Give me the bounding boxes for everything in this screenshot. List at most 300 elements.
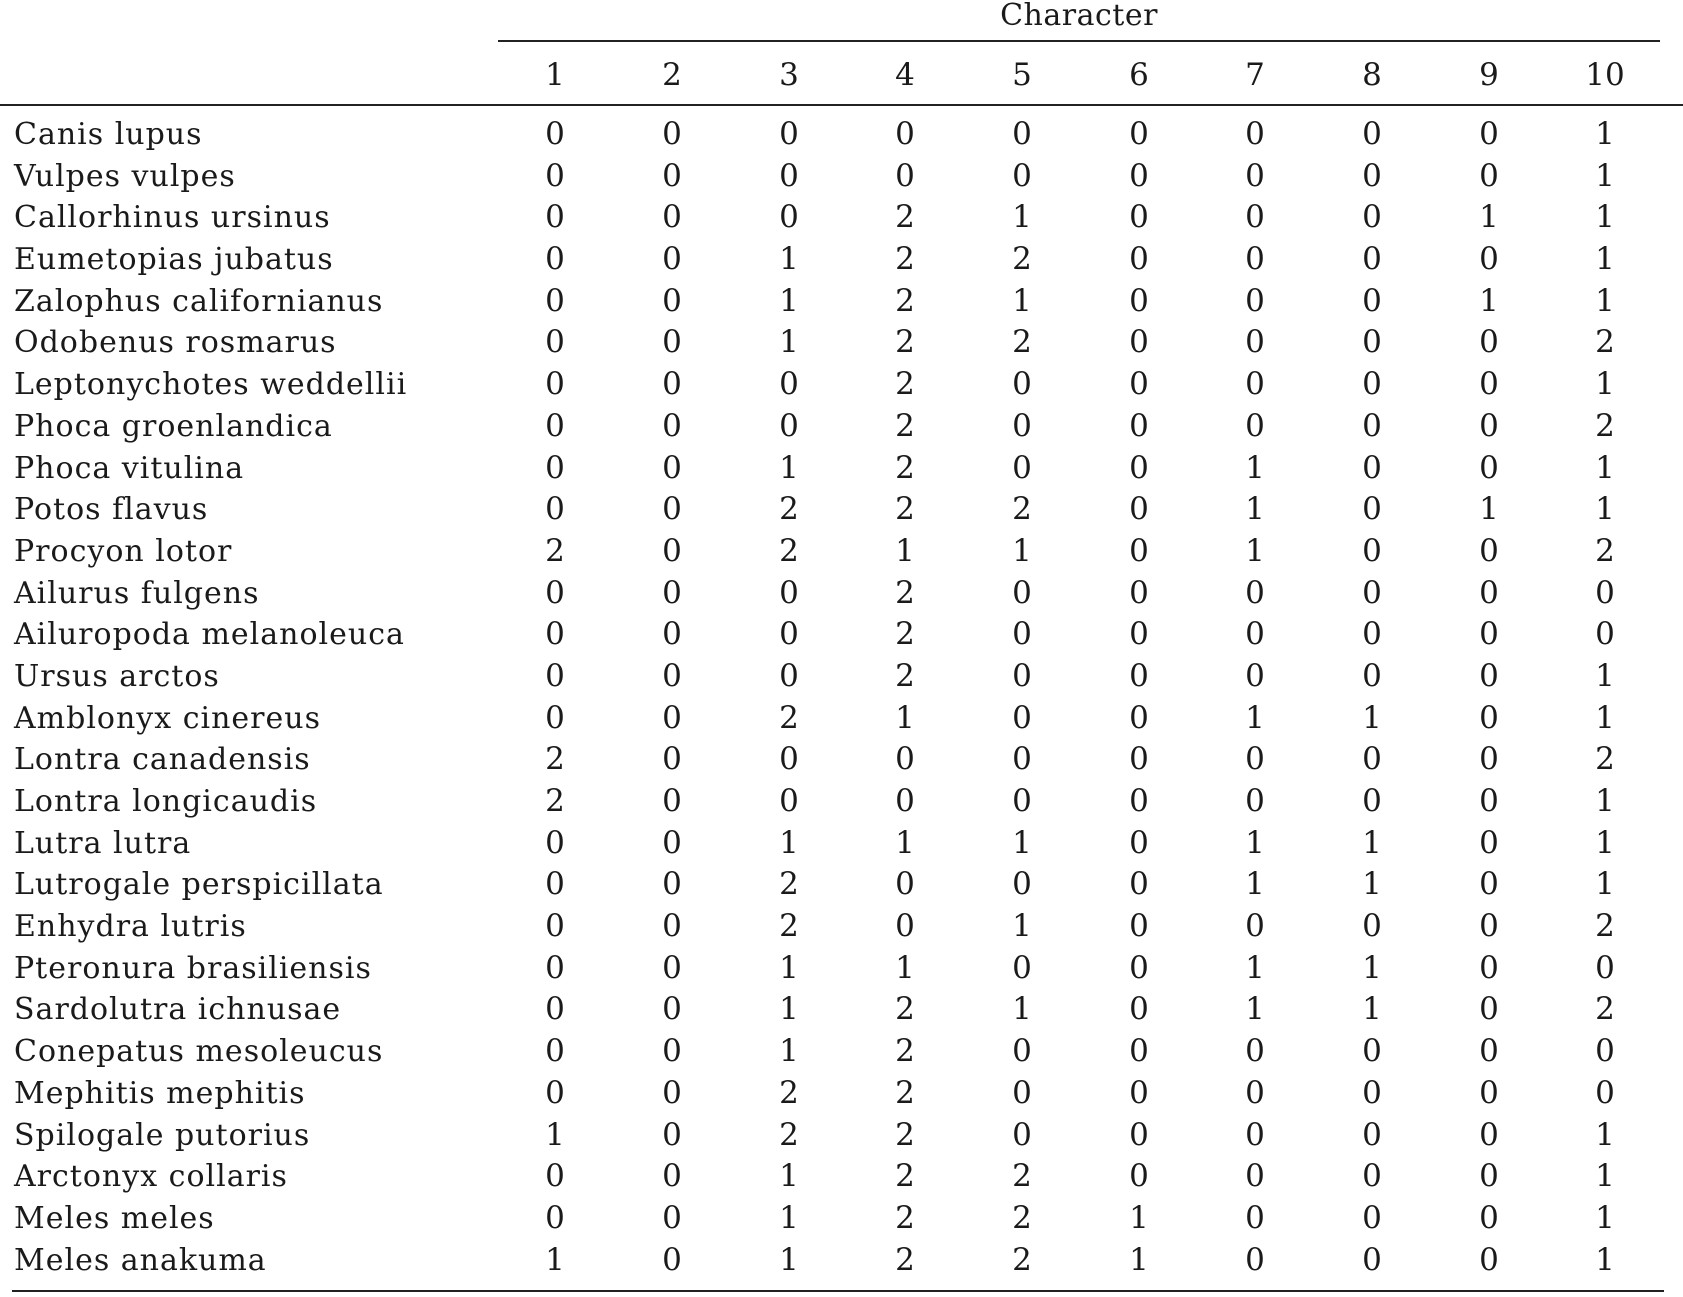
character-state-cell: 0 (662, 199, 682, 236)
species-name: Zalophus californianus (14, 283, 384, 319)
character-state-cell: 2 (895, 241, 915, 278)
character-state-cell: 1 (1012, 908, 1032, 945)
table-row (0, 1240, 1683, 1282)
character-state-cell: 0 (1129, 616, 1149, 653)
character-state-cell: 1 (779, 1199, 799, 1236)
character-state-cell: 0 (1479, 783, 1499, 819)
table-row (0, 1115, 1683, 1157)
table-row (0, 489, 1683, 531)
character-state-cell: 0 (1129, 366, 1149, 403)
character-state-cell: 0 (1129, 949, 1149, 986)
character-state-cell: 0 (1595, 1033, 1615, 1070)
column-header-2: 2 (662, 57, 682, 93)
character-state-cell: 0 (895, 908, 915, 945)
character-state-cell: 1 (779, 282, 799, 319)
character-state-cell: 0 (1479, 1199, 1499, 1236)
column-header-1: 1 (545, 57, 565, 93)
character-state-cell: 0 (1479, 908, 1499, 945)
character-state-cell: 0 (545, 116, 565, 152)
character-state-cell: 0 (1129, 1074, 1149, 1111)
character-state-cell: 2 (895, 324, 915, 361)
table-row (0, 698, 1683, 740)
character-state-cell: 0 (1362, 199, 1382, 236)
character-state-cell: 0 (1245, 199, 1265, 236)
character-state-cell: 0 (1479, 616, 1499, 653)
character-state-cell: 0 (779, 366, 799, 403)
character-state-cell: 0 (779, 741, 799, 778)
species-name: Vulpes vulpes (14, 158, 236, 194)
table-bottom-rule (12, 1290, 1664, 1292)
character-state-cell: 0 (1012, 699, 1032, 736)
character-state-cell: 1 (779, 449, 799, 486)
character-state-cell: 0 (545, 199, 565, 236)
character-state-cell: 0 (1479, 741, 1499, 778)
character-state-cell: 0 (545, 491, 565, 528)
table-row (0, 156, 1683, 198)
character-state-cell: 2 (1595, 908, 1615, 945)
table-row (0, 281, 1683, 323)
species-name: Ailuropoda melanoleuca (14, 617, 405, 653)
character-state-cell: 0 (895, 157, 915, 194)
species-name: Lutrogale perspicillata (14, 867, 384, 903)
character-state-cell: 2 (545, 783, 565, 819)
character-state-cell: 1 (1595, 1199, 1615, 1236)
character-state-cell: 2 (895, 1074, 915, 1111)
character-state-cell: 2 (895, 407, 915, 444)
table-row (0, 1198, 1683, 1240)
character-state-cell: 0 (662, 991, 682, 1028)
character-state-cell: 1 (1595, 1116, 1615, 1153)
character-state-cell: 2 (895, 574, 915, 611)
character-state-cell: 0 (1362, 741, 1382, 778)
character-state-cell: 0 (662, 241, 682, 278)
character-state-cell: 0 (1362, 1199, 1382, 1236)
character-state-cell: 1 (895, 532, 915, 569)
character-state-cell: 0 (1245, 783, 1265, 819)
species-name: Odobenus rosmarus (14, 325, 337, 361)
character-state-cell: 0 (1129, 1033, 1149, 1070)
species-name: Ailurus fulgens (14, 575, 260, 611)
character-state-cell: 1 (545, 1116, 565, 1153)
character-state-cell: 0 (1129, 783, 1149, 819)
table-row (0, 739, 1683, 781)
character-state-cell: 0 (1362, 282, 1382, 319)
character-state-cell: 0 (1479, 699, 1499, 736)
character-state-cell: 0 (1129, 532, 1149, 569)
character-state-cell: 0 (1479, 1074, 1499, 1111)
table-row (0, 1073, 1683, 1115)
character-state-cell: 0 (1479, 366, 1499, 403)
character-state-cell: 1 (895, 699, 915, 736)
character-state-cell: 0 (1362, 407, 1382, 444)
character-state-cell: 0 (545, 1074, 565, 1111)
species-name: Sardolutra ichnusae (14, 992, 342, 1028)
character-state-cell: 0 (1245, 908, 1265, 945)
character-state-cell: 0 (545, 991, 565, 1028)
character-state-cell: 0 (1479, 574, 1499, 611)
character-state-cell: 0 (1012, 866, 1032, 903)
character-state-cell: 2 (545, 741, 565, 778)
character-state-cell: 2 (779, 1074, 799, 1111)
character-state-cell: 2 (895, 657, 915, 694)
character-state-cell: 0 (1362, 616, 1382, 653)
character-state-cell: 1 (1595, 699, 1615, 736)
character-state-cell: 0 (662, 741, 682, 778)
column-header-8: 8 (1362, 57, 1382, 93)
character-state-cell: 0 (1479, 324, 1499, 361)
character-state-cell: 2 (779, 532, 799, 569)
character-state-cell: 2 (545, 532, 565, 569)
character-state-cell: 0 (895, 116, 915, 152)
group-header-rule (498, 40, 1660, 42)
species-name: Pteronura brasiliensis (14, 950, 372, 986)
character-state-cell: 0 (1129, 824, 1149, 861)
character-state-cell: 1 (1012, 199, 1032, 236)
character-state-cell: 1 (1012, 532, 1032, 569)
character-state-cell: 0 (1012, 949, 1032, 986)
table-row (0, 531, 1683, 573)
character-state-cell: 0 (662, 1074, 682, 1111)
character-state-cell: 0 (779, 574, 799, 611)
table-row (0, 239, 1683, 281)
character-state-cell: 0 (1362, 241, 1382, 278)
column-header-row (0, 50, 1683, 100)
species-name: Eumetopias jubatus (14, 242, 334, 278)
table-row (0, 448, 1683, 490)
character-state-cell: 2 (1012, 1199, 1032, 1236)
character-state-cell: 2 (1595, 532, 1615, 569)
character-state-cell: 1 (1595, 116, 1615, 152)
character-state-cell: 0 (1245, 324, 1265, 361)
species-name: Potos flavus (14, 492, 209, 528)
character-state-cell: 0 (1129, 699, 1149, 736)
table-row (0, 656, 1683, 698)
character-state-cell: 1 (1245, 532, 1265, 569)
character-state-cell: 0 (1479, 157, 1499, 194)
species-name: Callorhinus ursinus (14, 200, 331, 236)
column-header-7: 7 (1245, 57, 1265, 93)
character-state-cell: 0 (1362, 1241, 1382, 1278)
character-state-cell: 0 (1012, 574, 1032, 611)
character-state-cell: 1 (1479, 199, 1499, 236)
character-state-cell: 0 (545, 407, 565, 444)
character-state-cell: 2 (895, 1241, 915, 1278)
table-row (0, 823, 1683, 865)
table-row (0, 781, 1683, 823)
character-state-cell: 0 (662, 116, 682, 152)
character-state-cell: 0 (1245, 1074, 1265, 1111)
character-state-cell: 0 (1362, 908, 1382, 945)
character-state-cell: 0 (662, 783, 682, 819)
character-state-cell: 0 (1129, 241, 1149, 278)
character-state-cell: 1 (1595, 366, 1615, 403)
character-state-cell: 0 (1012, 783, 1032, 819)
character-state-cell: 0 (662, 616, 682, 653)
character-state-cell: 0 (1012, 116, 1032, 152)
character-state-cell: 0 (1129, 866, 1149, 903)
character-state-cell: 0 (662, 949, 682, 986)
character-state-cell: 0 (1129, 449, 1149, 486)
character-state-cell: 2 (895, 199, 915, 236)
table-row (0, 197, 1683, 239)
character-state-cell: 0 (1245, 1158, 1265, 1195)
character-state-cell: 0 (1479, 991, 1499, 1028)
character-state-cell: 0 (1479, 1033, 1499, 1070)
species-name: Conepatus mesoleucus (14, 1034, 384, 1070)
character-state-cell: 1 (1245, 449, 1265, 486)
character-state-cell: 2 (895, 491, 915, 528)
character-state-cell: 0 (1245, 1199, 1265, 1236)
character-state-cell: 0 (662, 491, 682, 528)
table-row (0, 948, 1683, 990)
character-state-cell: 1 (1595, 449, 1615, 486)
character-state-cell: 0 (545, 1033, 565, 1070)
character-state-cell: 0 (895, 866, 915, 903)
character-state-cell: 0 (1362, 324, 1382, 361)
character-state-cell: 1 (895, 824, 915, 861)
character-state-cell: 0 (1012, 157, 1032, 194)
character-state-cell: 2 (895, 1116, 915, 1153)
character-state-cell: 0 (1012, 407, 1032, 444)
character-state-cell: 0 (779, 157, 799, 194)
character-state-cell: 1 (1595, 824, 1615, 861)
character-state-cell: 0 (1129, 199, 1149, 236)
species-name: Procyon lotor (14, 533, 233, 569)
character-state-cell: 2 (1012, 324, 1032, 361)
character-state-cell: 0 (662, 1199, 682, 1236)
character-state-cell: 0 (779, 616, 799, 653)
character-state-cell: 1 (1245, 991, 1265, 1028)
character-state-cell: 0 (1362, 532, 1382, 569)
species-name: Phoca groenlandica (14, 408, 333, 444)
character-state-cell: 2 (1595, 407, 1615, 444)
character-state-cell: 0 (1245, 241, 1265, 278)
character-state-cell: 0 (662, 574, 682, 611)
character-state-cell: 1 (1362, 699, 1382, 736)
species-name: Canis lupus (14, 117, 203, 152)
character-state-cell: 1 (1362, 824, 1382, 861)
character-state-cell: 0 (1479, 866, 1499, 903)
character-state-cell: 2 (895, 366, 915, 403)
character-state-cell: 0 (1129, 1158, 1149, 1195)
species-name: Enhydra lutris (14, 909, 247, 945)
character-state-cell: 0 (545, 908, 565, 945)
character-state-cell: 0 (662, 324, 682, 361)
character-state-cell: 2 (895, 449, 915, 486)
character-state-cell: 1 (1479, 282, 1499, 319)
character-state-cell: 0 (662, 532, 682, 569)
character-state-cell: 0 (545, 616, 565, 653)
table-row (0, 364, 1683, 406)
character-state-cell: 0 (895, 783, 915, 819)
character-state-cell: 0 (662, 407, 682, 444)
character-state-cell: 0 (545, 1158, 565, 1195)
character-state-cell: 0 (1012, 741, 1032, 778)
character-state-cell: 0 (662, 657, 682, 694)
character-state-cell: 0 (1129, 991, 1149, 1028)
character-state-cell: 0 (662, 908, 682, 945)
character-state-cell: 1 (1012, 991, 1032, 1028)
character-state-cell: 0 (1245, 1033, 1265, 1070)
character-state-cell: 0 (1129, 1116, 1149, 1153)
character-state-cell: 0 (1362, 783, 1382, 819)
column-header-10: 10 (1585, 57, 1625, 93)
character-state-cell: 0 (662, 449, 682, 486)
character-state-cell: 2 (1595, 991, 1615, 1028)
character-state-cell: 2 (1012, 1241, 1032, 1278)
character-state-cell: 0 (545, 699, 565, 736)
character-state-cell: 1 (779, 949, 799, 986)
character-state-cell: 1 (1595, 157, 1615, 194)
table-row (0, 1156, 1683, 1198)
character-state-cell: 0 (545, 366, 565, 403)
character-state-cell: 0 (1595, 616, 1615, 653)
character-state-cell: 1 (1595, 1158, 1615, 1195)
character-state-cell: 0 (1012, 1033, 1032, 1070)
character-state-cell: 0 (545, 241, 565, 278)
character-state-cell: 0 (1245, 1116, 1265, 1153)
character-state-cell: 1 (779, 241, 799, 278)
character-state-cell: 0 (545, 324, 565, 361)
table-row (0, 864, 1683, 906)
character-state-cell: 0 (1479, 532, 1499, 569)
species-name: Meles anakuma (14, 1242, 267, 1278)
character-state-cell: 2 (895, 991, 915, 1028)
species-name: Ursus arctos (14, 658, 220, 694)
character-state-cell: 0 (1245, 157, 1265, 194)
character-state-cell: 1 (1595, 491, 1615, 528)
character-state-cell: 0 (1012, 449, 1032, 486)
character-state-cell: 2 (1012, 241, 1032, 278)
character-state-cell: 0 (1245, 574, 1265, 611)
species-name: Leptonychotes weddellii (14, 367, 408, 403)
character-state-cell: 0 (662, 157, 682, 194)
group-header-character: Character (1000, 0, 1158, 33)
character-state-cell: 0 (1245, 657, 1265, 694)
character-state-cell: 2 (1595, 741, 1615, 778)
character-state-cell: 0 (1245, 282, 1265, 319)
character-state-cell: 0 (779, 783, 799, 819)
table-row (0, 989, 1683, 1031)
character-state-cell: 0 (1362, 116, 1382, 152)
character-state-cell: 0 (779, 657, 799, 694)
character-state-cell: 0 (1595, 1074, 1615, 1111)
character-state-cell: 0 (1362, 1158, 1382, 1195)
character-state-cell: 0 (545, 657, 565, 694)
character-state-cell: 1 (895, 949, 915, 986)
character-state-cell: 1 (779, 1241, 799, 1278)
character-state-cell: 2 (779, 699, 799, 736)
character-state-cell: 0 (545, 282, 565, 319)
character-state-cell: 0 (545, 449, 565, 486)
character-state-cell: 1 (1245, 824, 1265, 861)
character-state-cell: 0 (1479, 241, 1499, 278)
character-state-cell: 1 (1245, 699, 1265, 736)
character-state-cell: 0 (662, 1241, 682, 1278)
column-header-4: 4 (895, 57, 915, 93)
table-row (0, 322, 1683, 364)
species-name: Amblonyx cinereus (14, 700, 321, 736)
character-state-cell: 1 (1479, 491, 1499, 528)
character-state-cell: 0 (895, 741, 915, 778)
character-state-cell: 2 (779, 491, 799, 528)
character-state-cell: 2 (895, 616, 915, 653)
character-state-cell: 0 (1479, 657, 1499, 694)
character-state-cell: 0 (1245, 616, 1265, 653)
header-bottom-rule (0, 104, 1683, 106)
character-state-cell: 1 (1012, 824, 1032, 861)
character-state-cell: 0 (1479, 116, 1499, 152)
character-state-cell: 1 (1129, 1241, 1149, 1278)
character-state-cell: 0 (1479, 1158, 1499, 1195)
species-name: Meles meles (14, 1200, 215, 1236)
character-state-cell: 0 (1479, 1241, 1499, 1278)
character-state-cell: 2 (1012, 1158, 1032, 1195)
character-state-cell: 0 (662, 1033, 682, 1070)
character-state-cell: 0 (662, 282, 682, 319)
character-state-cell: 2 (779, 866, 799, 903)
character-state-cell: 1 (1595, 1241, 1615, 1278)
character-state-cell: 0 (1362, 491, 1382, 528)
character-state-cell: 0 (1595, 949, 1615, 986)
character-state-cell: 0 (662, 699, 682, 736)
character-state-cell: 0 (1362, 1116, 1382, 1153)
character-state-cell: 2 (779, 908, 799, 945)
character-state-cell: 0 (1129, 407, 1149, 444)
table-body (0, 114, 1683, 1281)
character-state-cell: 0 (1362, 1033, 1382, 1070)
character-state-cell: 1 (779, 1033, 799, 1070)
character-state-cell: 0 (779, 407, 799, 444)
character-state-cell: 2 (1595, 324, 1615, 361)
character-state-cell: 0 (1362, 366, 1382, 403)
character-state-cell: 0 (1362, 574, 1382, 611)
table-row (0, 906, 1683, 948)
character-state-cell: 0 (545, 157, 565, 194)
character-state-cell: 0 (1479, 949, 1499, 986)
character-state-cell: 1 (1595, 783, 1615, 819)
character-state-cell: 1 (1245, 949, 1265, 986)
character-state-cell: 0 (1479, 449, 1499, 486)
character-state-cell: 1 (1362, 866, 1382, 903)
character-state-cell: 0 (1479, 824, 1499, 861)
character-state-cell: 0 (1012, 616, 1032, 653)
species-name: Lontra canadensis (14, 742, 311, 778)
column-header-6: 6 (1129, 57, 1149, 93)
character-state-cell: 1 (1595, 657, 1615, 694)
character-state-cell: 1 (1595, 282, 1615, 319)
character-state-cell: 0 (545, 824, 565, 861)
character-state-cell: 0 (1129, 741, 1149, 778)
species-name: Mephitis mephitis (14, 1075, 306, 1111)
character-state-cell: 1 (1362, 991, 1382, 1028)
character-state-cell: 2 (895, 282, 915, 319)
character-state-cell: 0 (1129, 908, 1149, 945)
character-state-cell: 0 (545, 1199, 565, 1236)
character-state-cell: 1 (1245, 491, 1265, 528)
character-state-cell: 0 (1479, 1116, 1499, 1153)
character-state-cell: 0 (1362, 157, 1382, 194)
character-state-cell: 0 (1362, 657, 1382, 694)
character-state-cell: 1 (1245, 866, 1265, 903)
character-state-cell: 1 (1595, 199, 1615, 236)
character-state-cell: 1 (1362, 949, 1382, 986)
character-state-cell: 2 (1012, 491, 1032, 528)
character-state-cell: 0 (1479, 407, 1499, 444)
character-state-cell: 0 (545, 574, 565, 611)
column-header-9: 9 (1479, 57, 1499, 93)
character-state-cell: 0 (1129, 157, 1149, 194)
